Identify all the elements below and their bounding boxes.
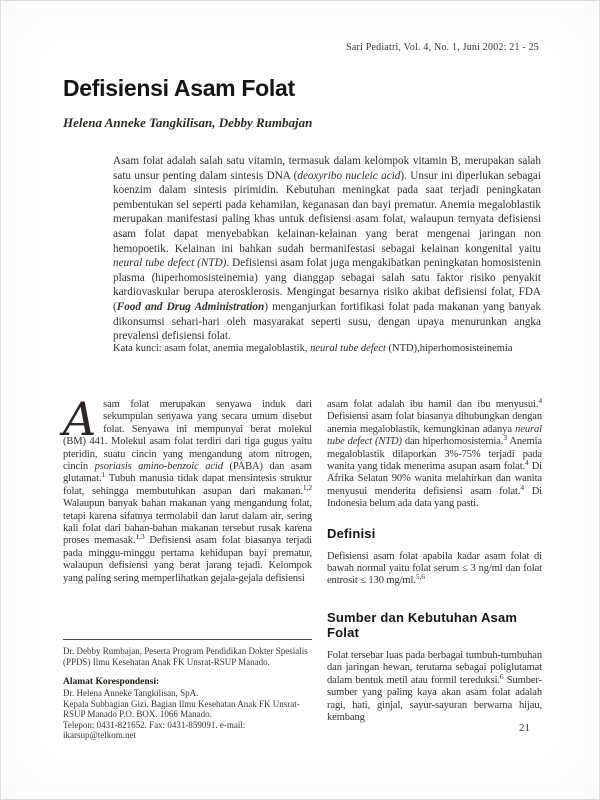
correspondence-block bbox=[63, 677, 312, 741]
correspondence-line: Kepala Subbagian Gizi. Bagian Ilmu Kesehatan Anak FK Unsrat-RSUP Manado P.O. BOX. 1066 Manado. bbox=[63, 698, 300, 720]
sumber-paragraph: Folat tersebar luas pada berbagai tumbuh-tumbuhan dan jaringan hewan, terutama sebagai poliglutamat dalam bentuk metil atau formil tereduksi.$^6$ Sumber-sumber yang paling kaya akan asam folat adalah ragi, hati, ginjal, sayur-sayuran berwarna hijau, kembang bbox=[327, 649, 542, 723]
continuation-paragraph: asam folat adalah ibu hamil dan ibu menyusui.$^4$ Defisiensi asam folat biasanya dihubungkan dengan anemia megaloblastik, kemungkinan adanya neural tube defect (NTD) dan hiperhomosistemia.$^3$ Anemia megaloblastik dilaporkan 3%-75% terjadi pada wanita yang tidak menerima asupan asam folat.$^4$ Di Afrika Selatan 90% wanita melahirkan dan wanita menyusui menderita defisiensi asam folat.$^4$ Di Indonesia belum ada data yang pasti. bbox=[327, 396, 542, 510]
page-title: Defisiensi Asam Folat bbox=[63, 75, 295, 101]
abstract-paragraph: Asam folat adalah salah satu vitamin, termasuk dalam kelompok vitamin B, merupakan salah satu unsur penting dalam sintesis DNA (deoxyribo nucleic acid). Unsur ini diperlukan sebagai koenzim dalam sintesis pirimidin. Kebutuhan meningkat pada saat terjadi peningkatan pembentukan sel seperti pada kehamilan, keganasan dan bayi prematur. Anemia megaloblastik merupakan manifestasi paling khas untuk defisiensi asam folat, walaupun ternyata defisiensi asam folat dapat menyebabkan kelainan-kelainan yang berat mengenai jaringan non hemopoetik. Kelainan ini bahkan sudah bermanifestasi sebagai kelainan kongenital yaitu neural tube defect (NTD). Defisiensi asam folat juga mengakibatkan peningkatan homosistenin plasma (hiperhomosisteinemia) yang dianggap sebagai salah satu faktor risiko penyakit kardiovaskular berupa aterosklerosis. Mengingat besarnya risiko akibat defisiensi folat, FDA (Food and Drug Administration) menganjurkan fortifikasi folat pada makanan yang banyak dikonsumsi sehari-hari oleh masyarakat seperti susu, dengan upaya menurunkan angka prevalensi defisiensi folat. bbox=[113, 155, 541, 343]
body-columns bbox=[63, 392, 542, 751]
section-heading-sumber: Sumber dan Kebutuhan Asam Folat bbox=[327, 609, 518, 640]
intro-paragraph-text: sam folat merupakan senyawa induk dari sekumpulan senyawa yang secara umum disebut folat. Senyawa ini mempunyai berat molekul (BM) 441. Molekul asam folat terdiri dari tiga gugus yaitu pteridin, suatu cincin yang mengandung atom nitrogen, cincin psoriasis amino-benzoic acid (PABA) dan asam glutamat.$^1$ Tubuh manusia tidak dapat mensintesis struktur folat, sehingga membutuhkan asupan dari makanan.$^{1,2}$ Walaupun banyak bahan makanan yang mengandung folat, tetapi karena sifatnya termolabil dan larut dalam air, sering kali folat dari bahan-bahan makanan tersebut rusak karena proses memasak.$^{1,3}$ Defisiensi asam folat biasanya terjadi pada minggu-minggu pertama kehidupan bayi prematur, walaupun defisiensi yang berat jarang tejadi. Kelompok yang paling sering memperlihatkan gejala-gejala defisiensi bbox=[63, 399, 312, 584]
footnote-divider bbox=[63, 639, 312, 640]
journal-header: Sari Pediatri, Vol. 4, No. 1, Juni 2002: 21 - 25 bbox=[346, 42, 539, 53]
section-heading-definisi: Definisi bbox=[327, 525, 376, 541]
author-footnote: Dr. Debby Rumbajan, Peserta Program Pendidikan Dokter Spesialis (PPDS) Ilmu Kesehatan Anak FK Unsrat-RSUP Manado. bbox=[63, 646, 308, 668]
definisi-paragraph: Defisiensi asam folat apabila kadar asam folat di bawah normal yaitu folat serum ≤ 3 ng/ml dan folat entrosit ≤ 130 mg/ml.$^{5,6}$ bbox=[327, 550, 542, 587]
right-column bbox=[327, 396, 542, 751]
correspondence-heading: Alamat Korespondensi: bbox=[63, 677, 160, 688]
dropcap-letter: A bbox=[63, 392, 97, 446]
intro-paragraph bbox=[63, 392, 312, 585]
page-number: 21 bbox=[519, 722, 530, 734]
correspondence-line: Telepon: 0431-821652. Fax: 0431-859091. e-mail: ikarsup@telkom.net bbox=[63, 719, 246, 741]
left-column bbox=[63, 392, 312, 751]
footnote-block bbox=[63, 639, 312, 741]
authors-line: Helena Anneke Tangkilisan, Debby Rumbajan bbox=[63, 115, 313, 130]
keywords-line: Kata kunci: asam folat, anemia megaloblastik, neural tube defect (NTD),hiperhomosisteinemia bbox=[113, 343, 513, 354]
correspondence-line: Dr. Helena Anneke Tangkilisan, SpA. bbox=[63, 688, 199, 699]
